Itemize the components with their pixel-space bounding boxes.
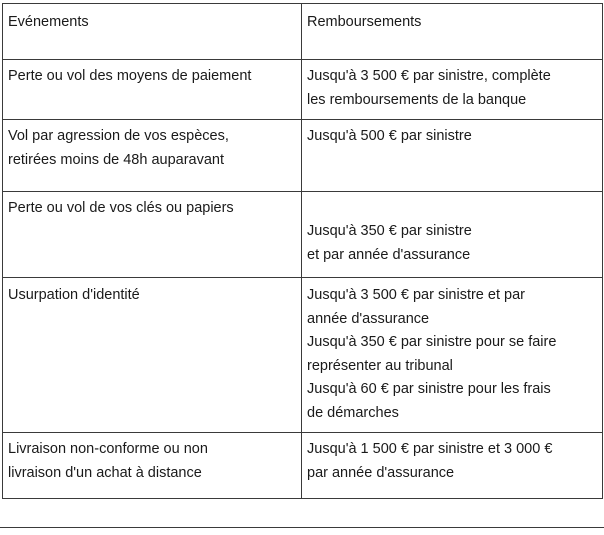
event-cell: [3, 60, 302, 120]
reimbursement-cell: [302, 60, 603, 120]
reimbursement-line: Jusqu'à 60 € par sinistre pour les frais: [307, 381, 551, 397]
reimbursement-line: Jusqu'à 1 500 € par sinistre et 3 000 €: [307, 441, 553, 457]
event-cell: [3, 192, 302, 278]
event-line: retirées moins de 48h auparavant: [8, 151, 225, 168]
table-row: [3, 60, 603, 120]
event-cell: [3, 433, 302, 499]
event-line: livraison d'un achat à distance: [8, 464, 202, 481]
reimbursement-line: Jusqu'à 350 € par sinistre pour se faire: [307, 334, 557, 350]
event-cell: [3, 278, 302, 433]
reimbursement-cell: [302, 278, 603, 433]
table-row: [3, 278, 603, 433]
reimbursement-line: par année d'assurance: [307, 464, 455, 481]
reimbursement-cell: [302, 192, 603, 278]
reimbursement-line: Jusqu'à 3 500 € par sinistre et par: [307, 287, 525, 303]
event-line: Vol par agression de vos espèces,: [8, 128, 229, 144]
reimbursement-line: Jusqu'à 350 € par sinistre: [307, 223, 472, 239]
header-reimbursements: Remboursements: [302, 4, 603, 60]
reimbursement-line: représenter au tribunal: [307, 357, 453, 374]
reimbursement-line: année d'assurance: [307, 310, 430, 327]
reimbursement-cell: [302, 433, 603, 499]
table-row: [3, 433, 603, 499]
table-row: [3, 192, 603, 278]
event-line: Livraison non-conforme ou non: [8, 441, 208, 457]
reimbursement-line: Jusqu'à 3 500 € par sinistre, complète: [307, 68, 551, 84]
header-events: Evénements: [3, 4, 302, 60]
event-line: Perte ou vol des moyens de paiement: [8, 68, 252, 84]
event-line: Perte ou vol de vos clés ou papiers: [8, 200, 234, 216]
reimbursement-cell: [302, 120, 603, 192]
reimbursement-line: de démarches: [307, 404, 399, 421]
event-line: Usurpation d'identité: [8, 287, 140, 303]
table-header-row: [3, 4, 603, 60]
table-row: [3, 120, 603, 192]
event-cell: [3, 120, 302, 192]
reimbursement-line: Jusqu'à 500 € par sinistre: [307, 128, 472, 144]
reimbursement-line: et par année d'assurance: [307, 246, 471, 263]
reimbursement-table: [2, 3, 603, 499]
bottom-divider: [0, 527, 604, 528]
reimbursement-line: les remboursements de la banque: [307, 91, 527, 108]
